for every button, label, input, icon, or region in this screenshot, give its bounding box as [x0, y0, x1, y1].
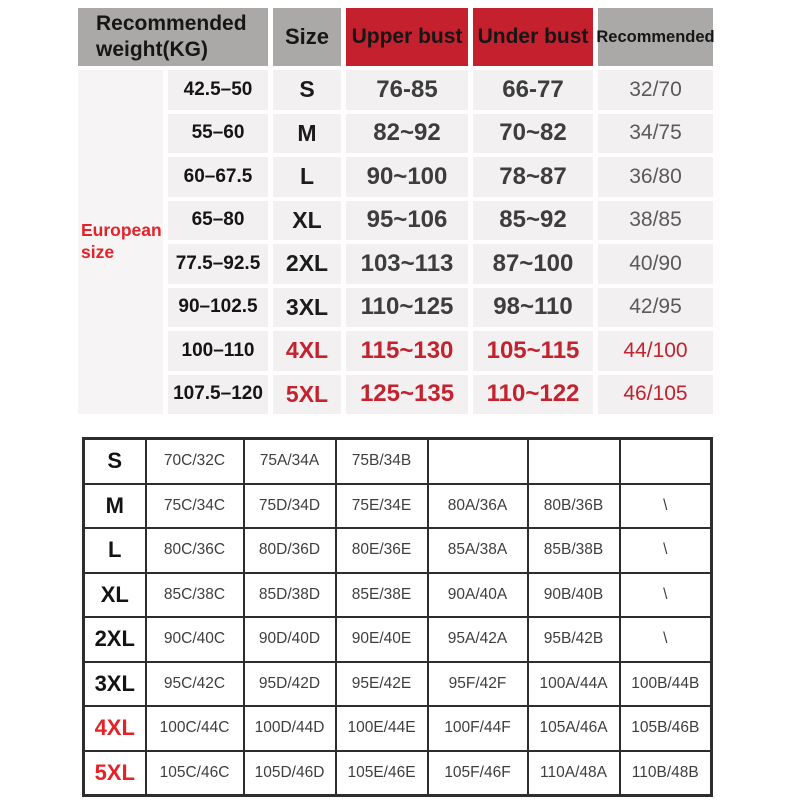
bra-size-cell: 75C/34C: [146, 484, 244, 529]
bra-size-cell: 95B/42B: [528, 617, 620, 662]
bra-size-cell: 95E/42E: [336, 662, 428, 707]
bra-size-cell: 85A/38A: [428, 528, 528, 573]
size-cell: XL: [273, 201, 341, 241]
bra-size-cell: 105E/46E: [336, 751, 428, 796]
bra-size-cell: 70C/32C: [146, 439, 244, 484]
weight-size-table: [78, 8, 713, 414]
bra-size-cell: 75B/34B: [336, 439, 428, 484]
under-bust-cell: 66-77: [473, 70, 593, 110]
recommended-cell: 38/85: [598, 201, 713, 241]
bra-size-cell: 80E/36E: [336, 528, 428, 573]
weight-cell: 77.5–92.5: [168, 244, 268, 284]
size-cell: M: [273, 114, 341, 154]
bra-size-cell: 90A/40A: [428, 573, 528, 618]
bra-size-cell: 100D/44D: [244, 706, 336, 751]
size-cell: 5XL: [273, 375, 341, 415]
upper-bust-cell: 110~125: [346, 288, 468, 328]
table-row: [84, 573, 712, 618]
weight-cell: 60–67.5: [168, 157, 268, 197]
recommended-cell: 44/100: [598, 331, 713, 371]
header-recommended-weight: Recommended weight(KG): [78, 8, 268, 66]
bra-size-cell: 105D/46D: [244, 751, 336, 796]
row-size-label: M: [84, 484, 146, 529]
european-size-label: European size: [78, 70, 163, 414]
recommended-cell: 42/95: [598, 288, 713, 328]
bra-size-cell: 105C/46C: [146, 751, 244, 796]
size-cell: 4XL: [273, 331, 341, 371]
row-size-label: S: [84, 439, 146, 484]
under-bust-cell: 110~122: [473, 375, 593, 415]
bra-size-conversion-table: [82, 437, 713, 797]
weight-cell: 100–110: [168, 331, 268, 371]
bra-size-cell: 110A/48A: [528, 751, 620, 796]
header-under-bust: Under bust: [473, 8, 593, 66]
table-row: [84, 439, 712, 484]
bra-size-cell: 105A/46A: [528, 706, 620, 751]
bra-size-cell: 80C/36C: [146, 528, 244, 573]
upper-bust-cell: 82~92: [346, 114, 468, 154]
size-cell: 2XL: [273, 244, 341, 284]
recommended-cell: 32/70: [598, 70, 713, 110]
header-recommended: Recommended: [598, 8, 713, 66]
weight-cell: 107.5–120: [168, 375, 268, 415]
bra-size-cell: [428, 439, 528, 484]
bra-size-cell: 80A/36A: [428, 484, 528, 529]
recommended-cell: 46/105: [598, 375, 713, 415]
upper-bust-cell: 90~100: [346, 157, 468, 197]
bra-size-cell: 100A/44A: [528, 662, 620, 707]
bra-size-cell: 90B/40B: [528, 573, 620, 618]
under-bust-cell: 85~92: [473, 201, 593, 241]
upper-bust-cell: 103~113: [346, 244, 468, 284]
bra-size-cell: 95F/42F: [428, 662, 528, 707]
recommended-cell: 40/90: [598, 244, 713, 284]
bra-size-cell: \: [620, 484, 712, 529]
bra-size-cell: 95A/42A: [428, 617, 528, 662]
recommended-cell: 34/75: [598, 114, 713, 154]
table-row: [84, 617, 712, 662]
bra-size-cell: 80D/36D: [244, 528, 336, 573]
bra-size-cell: 100E/44E: [336, 706, 428, 751]
bra-size-cell: 85B/38B: [528, 528, 620, 573]
table-row: [84, 528, 712, 573]
row-size-label: 5XL: [84, 751, 146, 796]
size-cell: S: [273, 70, 341, 110]
row-size-label: XL: [84, 573, 146, 618]
bra-size-cell: 90C/40C: [146, 617, 244, 662]
bra-size-cell: 75A/34A: [244, 439, 336, 484]
weight-cell: 55–60: [168, 114, 268, 154]
bra-size-cell: 75E/34E: [336, 484, 428, 529]
bra-size-cell: 90D/40D: [244, 617, 336, 662]
bra-size-cell: 90E/40E: [336, 617, 428, 662]
bra-size-cell: 95D/42D: [244, 662, 336, 707]
bra-size-cell: \: [620, 617, 712, 662]
row-size-label: 4XL: [84, 706, 146, 751]
under-bust-cell: 78~87: [473, 157, 593, 197]
bra-size-cell: [528, 439, 620, 484]
upper-bust-cell: 125~135: [346, 375, 468, 415]
header-upper-bust: Upper bust: [346, 8, 468, 66]
bra-size-cell: \: [620, 573, 712, 618]
upper-bust-cell: 115~130: [346, 331, 468, 371]
bra-size-cell: 105F/46F: [428, 751, 528, 796]
upper-bust-cell: 76-85: [346, 70, 468, 110]
table-row: [84, 484, 712, 529]
under-bust-cell: 98~110: [473, 288, 593, 328]
bra-size-cell: 100B/44B: [620, 662, 712, 707]
recommended-cell: 36/80: [598, 157, 713, 197]
row-size-label: L: [84, 528, 146, 573]
bra-size-cell: 95C/42C: [146, 662, 244, 707]
under-bust-cell: 70~82: [473, 114, 593, 154]
weight-cell: 42.5–50: [168, 70, 268, 110]
bra-size-cell: 80B/36B: [528, 484, 620, 529]
bra-size-cell: 85E/38E: [336, 573, 428, 618]
row-size-label: 2XL: [84, 617, 146, 662]
under-bust-cell: 105~115: [473, 331, 593, 371]
bra-size-cell: 100F/44F: [428, 706, 528, 751]
bra-size-cell: \: [620, 528, 712, 573]
bra-size-cell: 110B/48B: [620, 751, 712, 796]
weight-cell: 65–80: [168, 201, 268, 241]
bra-size-cell: 105B/46B: [620, 706, 712, 751]
size-cell: L: [273, 157, 341, 197]
bra-size-cell: 75D/34D: [244, 484, 336, 529]
bra-size-cell: 100C/44C: [146, 706, 244, 751]
row-size-label: 3XL: [84, 662, 146, 707]
bra-size-cell: 85C/38C: [146, 573, 244, 618]
bra-size-cell: [620, 439, 712, 484]
table-row: [84, 751, 712, 796]
size-cell: 3XL: [273, 288, 341, 328]
table-row: [84, 706, 712, 751]
upper-bust-cell: 95~106: [346, 201, 468, 241]
header-size: Size: [273, 8, 341, 66]
bra-size-cell: 85D/38D: [244, 573, 336, 618]
under-bust-cell: 87~100: [473, 244, 593, 284]
table-row: [84, 662, 712, 707]
weight-cell: 90–102.5: [168, 288, 268, 328]
